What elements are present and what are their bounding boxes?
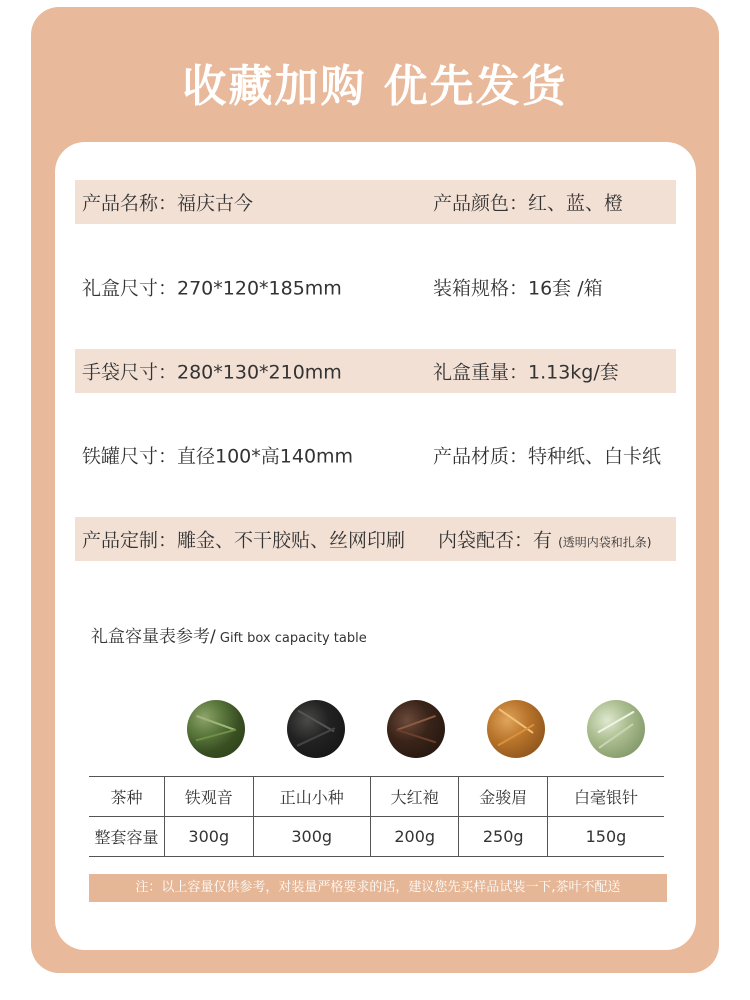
zhengshan-xiaozhong-tea-image	[287, 700, 345, 758]
packing-spec-label: 装箱规格：16套 /箱	[433, 277, 603, 300]
disclaimer-note: 注：以上容量仅供参考，对装量严格要求的话，建议您先买样品试装一下,茶叶不配送	[89, 874, 667, 902]
product-material-label: 产品材质：特种纸、白卡纸	[433, 445, 662, 468]
capacity-table	[89, 776, 664, 857]
tea-name-cell: 金骏眉	[459, 777, 548, 817]
spec-row-can-size	[75, 433, 676, 477]
capacity-header: 整套容量	[89, 817, 165, 857]
inner-bag-field	[438, 526, 651, 553]
gift-box-size-label: 礼盒尺寸：270*120*185mm	[82, 277, 342, 300]
capacity-cell: 200g	[370, 817, 459, 857]
tieguanyin-tea-image	[187, 700, 245, 758]
tea-name-cell: 正山小种	[253, 777, 370, 817]
table-row	[89, 777, 664, 817]
table-row	[89, 817, 664, 857]
headline: 收藏加购 优先发货	[182, 61, 568, 112]
gift-box-weight-label: 礼盒重量：1.13kg/套	[433, 361, 619, 384]
capacity-cell: 150g	[547, 817, 664, 857]
spec-row-box-size	[75, 265, 676, 309]
tea-name-cell: 铁观音	[165, 777, 254, 817]
capacity-title-en: Gift box capacity table	[215, 631, 367, 646]
tea-name-cell: 白毫银针	[547, 777, 664, 817]
product-name-label: 产品名称：福庆古今	[82, 192, 254, 215]
bag-size-label: 手袋尺寸：280*130*210mm	[82, 361, 342, 384]
dahongpao-tea-image	[387, 700, 445, 758]
inner-bag-label: 内袋配否：有	[438, 529, 553, 552]
customization-label: 产品定制：雕金、不干胶贴、丝网印刷	[82, 529, 406, 552]
capacity-cell: 250g	[459, 817, 548, 857]
capacity-cell: 300g	[253, 817, 370, 857]
spec-row-name	[75, 180, 676, 224]
inner-bag-note: (透明内袋和扎条)	[558, 535, 652, 550]
tea-name-cell: 大红袍	[370, 777, 459, 817]
product-color-label: 产品颜色：红、蓝、橙	[433, 192, 624, 215]
capacity-title	[91, 622, 367, 647]
baihao-yinzhen-tea-image	[587, 700, 645, 758]
capacity-title-cn: 礼盒容量表参考/	[91, 627, 216, 647]
capacity-cell: 300g	[165, 817, 254, 857]
spec-row-custom	[75, 517, 676, 561]
tin-can-size-label: 铁罐尺寸：直径100*高140mm	[82, 445, 354, 468]
jinjunmei-tea-image	[487, 700, 545, 758]
spec-row-bag-size	[75, 349, 676, 393]
tea-type-header: 茶种	[89, 777, 165, 817]
